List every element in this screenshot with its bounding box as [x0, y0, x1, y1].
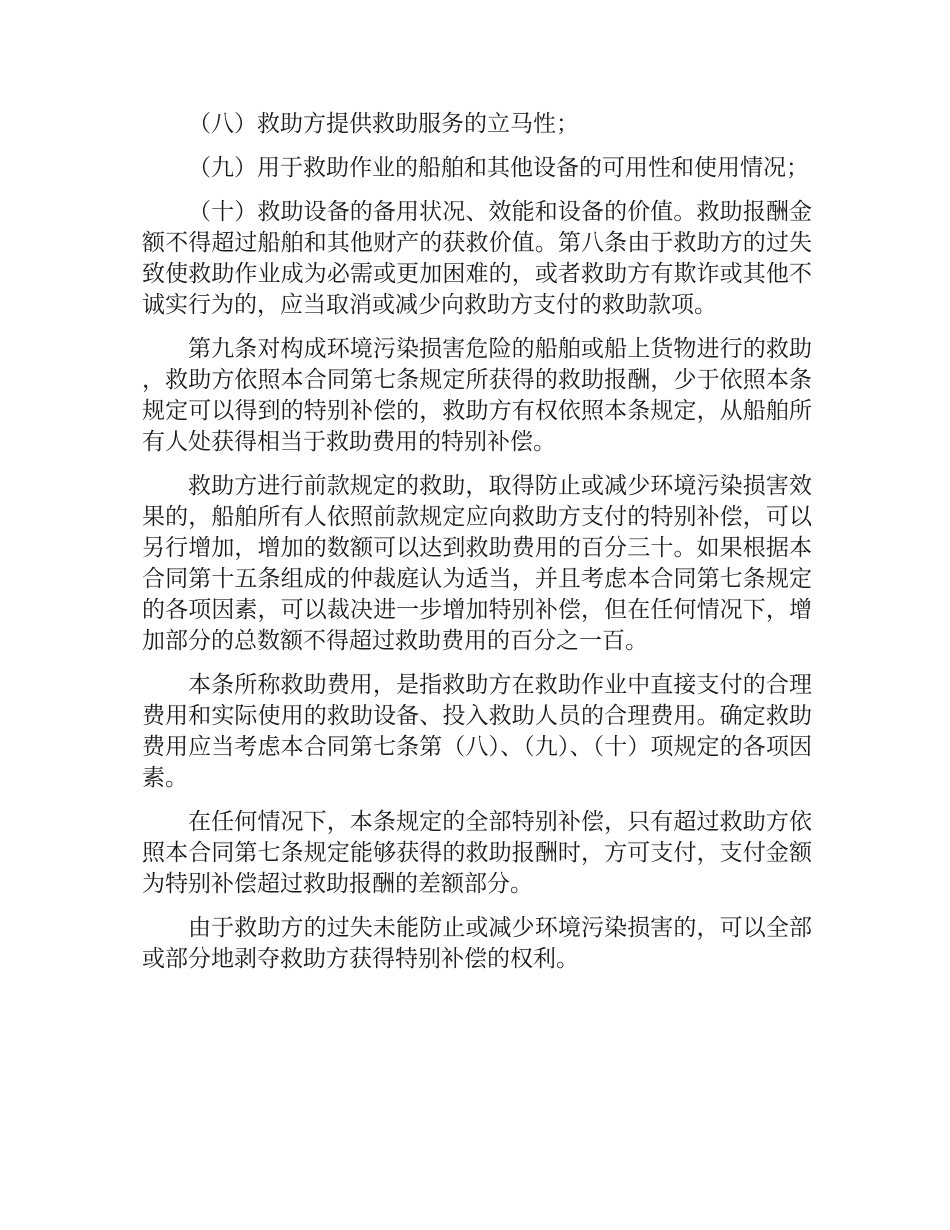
- paragraph-item-10-and-article-8: （十）救助设备的备用状况、效能和设备的价值。救助报酬金额不得超过船舶和其他财产的获救价值。第八条由于救助方的过失致使救助作业成为必需或更加困难的，或者救助方有欺诈或其他不诚实行为的，应当取消或减少向救助方支付的救助款项。: [142, 199, 812, 318]
- paragraph-article-9: 第九条对构成环境污染损害危险的船舶或船上货物进行的救助，救助方依照本合同第七条规定所获得的救助报酬，少于依照本条规定可以得到的特别补偿的，救助方有权依照本条规定，从船舶所有人处获得相当于救助费用的特别补偿。: [142, 336, 812, 455]
- paragraph-salvage-expenses-definition: 本条所称救助费用，是指救助方在救助作业中直接支付的合理费用和实际使用的救助设备、投入救助人员的合理费用。确定救助费用应当考虑本合同第七条第（八）、（九）、（十）项规定的各项因素。: [142, 672, 812, 791]
- paragraph-payment-conditions: 在任何情况下，本条规定的全部特别补偿，只有超过救助方依照本合同第七条规定能够获得的救助报酬时，方可支付，支付金额为特别补偿超过救助报酬的差额部分。: [142, 809, 812, 897]
- paragraph-item-8: （八）救助方提供救助服务的立马性；: [188, 111, 579, 137]
- paragraph-fault-deprivation: 由于救助方的过失未能防止或减少环境污染损害的，可以全部或部分地剥夺救助方获得特别补偿的权利。: [142, 915, 812, 972]
- paragraph-item-9: （九）用于救助作业的船舶和其他设备的可用性和使用情况；: [188, 155, 809, 181]
- paragraph-special-compensation-increase: 救助方进行前款规定的救助，取得防止或减少环境污染损害效果的，船舶所有人依照前款规定应向救助方支付的特别补偿，可以另行增加，增加的数额可以达到救助费用的百分三十。如果根据本合同第十五条组成的仲裁庭认为适当，并且考虑本合同第七条规定的各项因素，可以裁决进一步增加特别补偿，但在任何情况下，增加部分的总数额不得超过救助费用的百分之一百。: [142, 473, 812, 654]
- document-page: [142, 109, 812, 988]
